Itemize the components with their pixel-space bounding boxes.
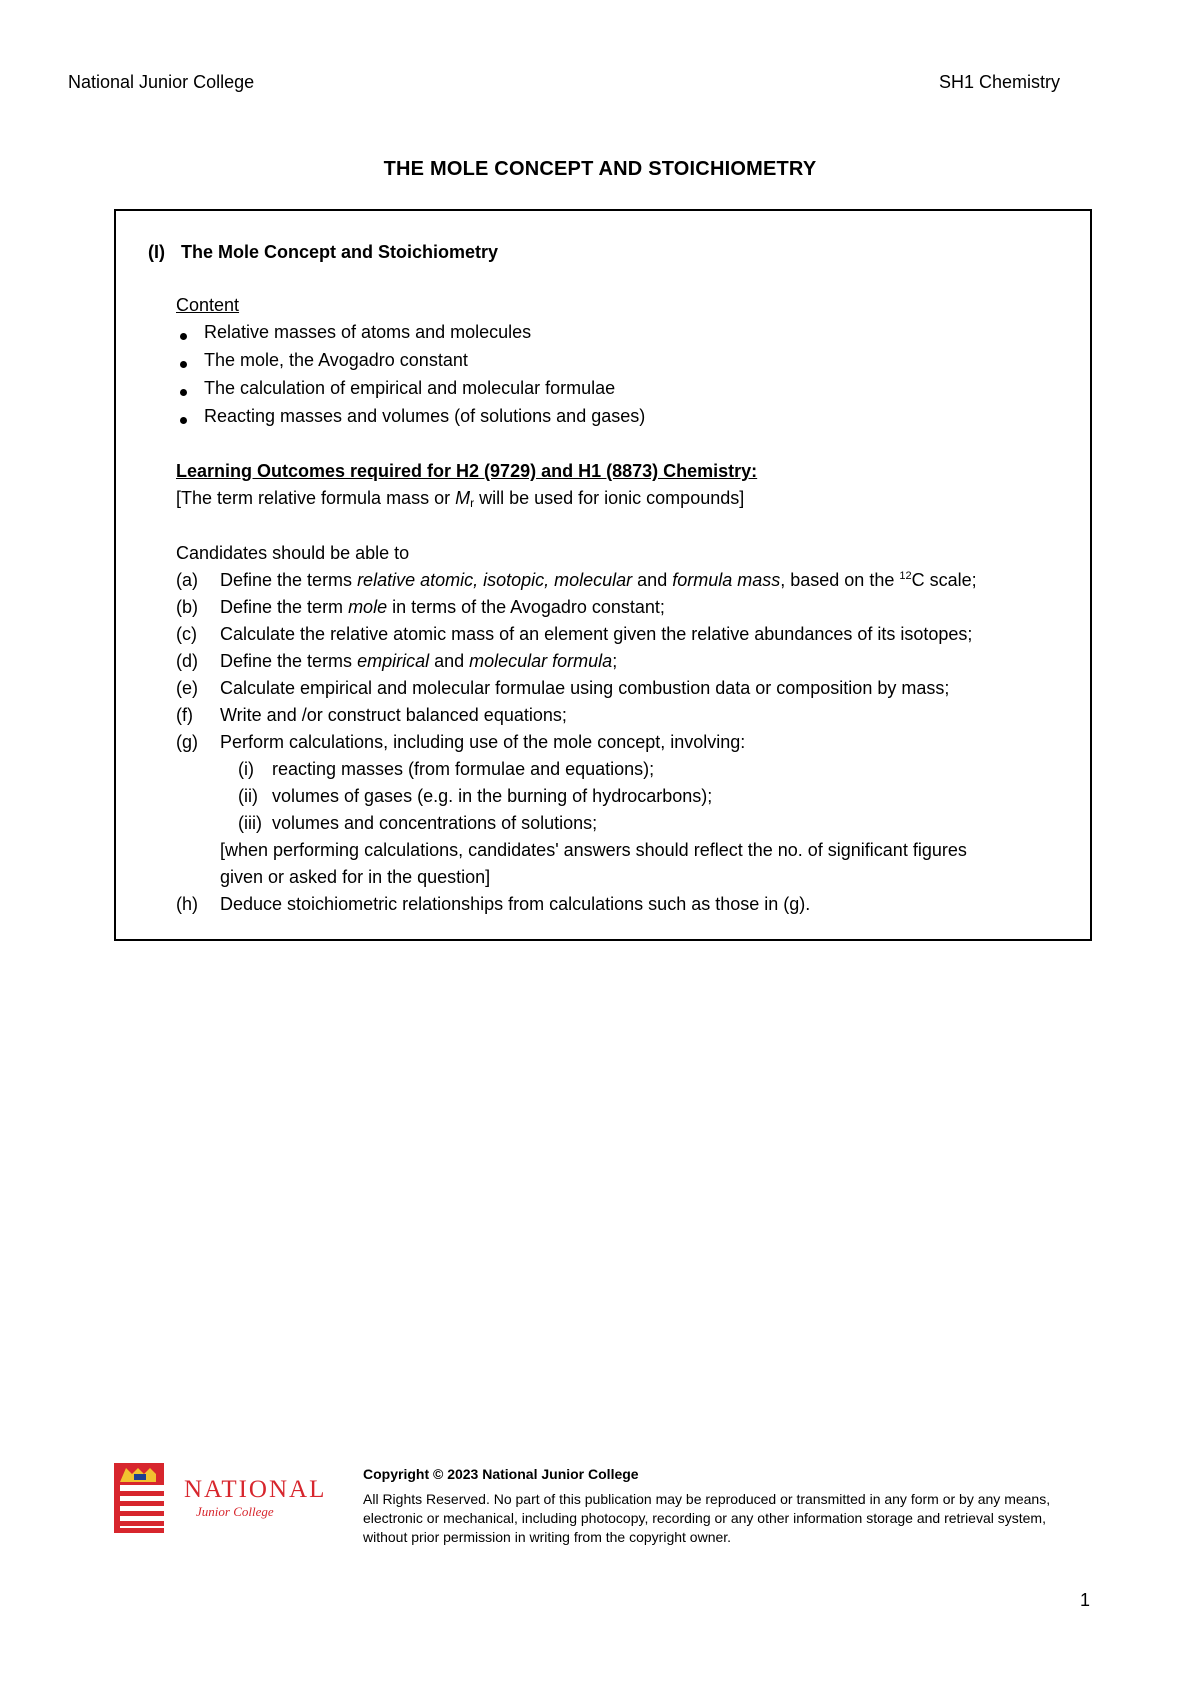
college-logo xyxy=(114,1463,334,1538)
section-number: (I) xyxy=(148,242,165,262)
logo-text-sub: Junior College xyxy=(196,1504,274,1519)
copyright-body: All Rights Reserved. No part of this publication may be reproduced or transmitted in any form or by any means, electronic or mechanical, including photocopy, recording or any other information storage and retrieval system, without prior permission in writing from the copyright owner. xyxy=(363,1491,1051,1545)
subitem-text: volumes of gases (e.g. in the burning of hydrocarbons); xyxy=(272,786,713,806)
outcome-label: (g) xyxy=(176,732,198,752)
outcome-label: (b) xyxy=(176,597,198,617)
national-junior-college-logo-icon xyxy=(114,1463,334,1533)
sig-fig-note-line1: [when performing calculations, candidates' answers should reflect the no. of significant figures xyxy=(220,840,967,860)
content-item-text: Reacting masses and volumes (of solutions and gases) xyxy=(204,406,646,426)
note-text: will be used for ionic compounds] xyxy=(474,488,745,508)
sig-fig-note-line2: given or asked for in the question] xyxy=(220,867,491,887)
outcome-label: (e) xyxy=(176,678,198,698)
outcome-text: Deduce stoichiometric relationships from calculations such as those in (g). xyxy=(220,894,811,914)
syllabus-box xyxy=(114,209,1092,941)
outcome-label: (h) xyxy=(176,894,198,914)
section-heading xyxy=(148,239,498,266)
mr-subscript: r xyxy=(470,496,475,510)
section-title: The Mole Concept and Stoichiometry xyxy=(181,242,499,262)
candidates-intro: Candidates should be able to xyxy=(176,543,410,563)
mr-symbol: M xyxy=(455,488,471,508)
learning-outcomes-note xyxy=(176,485,744,512)
outcome-text: Define the terms relative atomic, isotopic, molecular and formula mass, based on the $^{12}$C scale; xyxy=(220,570,977,590)
subitem-text: volumes and concentrations of solutions; xyxy=(272,813,598,833)
bullet-icon xyxy=(180,333,187,340)
outcome-label: (d) xyxy=(176,651,198,671)
outcome-label: (a) xyxy=(176,570,198,590)
content-item-text: The calculation of empirical and molecular formulae xyxy=(204,378,616,398)
logo-text-main: NATIONAL xyxy=(184,1476,327,1503)
outcome-text: Define the terms empirical and molecular formula; xyxy=(220,651,618,671)
outcome-text: Calculate the relative atomic mass of an element given the relative abundances of its isotopes; xyxy=(220,624,973,644)
content-item-text: The mole, the Avogadro constant xyxy=(204,350,468,370)
bullet-icon xyxy=(180,389,187,396)
subitem-label: (ii) xyxy=(238,786,258,806)
outcome-label: (f) xyxy=(176,705,193,725)
learning-outcomes-heading: Learning Outcomes required for H2 (9729) and H1 (8873) Chemistry: xyxy=(176,461,758,481)
content-heading: Content xyxy=(176,295,240,315)
note-text: [The term relative formula mass or xyxy=(176,488,456,508)
header-school-name: National Junior College xyxy=(68,72,255,92)
page-title: THE MOLE CONCEPT AND STOICHIOMETRY xyxy=(383,158,817,180)
outcome-text: Write and /or construct balanced equations; xyxy=(220,705,567,725)
outcome-text: Perform calculations, including use of the mole concept, involving: xyxy=(220,732,746,752)
page-number: 1 xyxy=(1079,1590,1090,1610)
subitem-text: reacting masses (from formulae and equations); xyxy=(272,759,655,779)
header-subject: SH1 Chemistry xyxy=(938,72,1060,92)
content-item-text: Relative masses of atoms and molecules xyxy=(204,322,532,342)
outcome-text: Define the term mole in terms of the Avogadro constant; xyxy=(220,597,665,617)
subitem-label: (i) xyxy=(238,759,254,779)
subitem-label: (iii) xyxy=(238,813,262,833)
bullet-icon xyxy=(180,417,187,424)
bullet-icon xyxy=(180,361,187,368)
outcome-label: (c) xyxy=(176,624,197,644)
copyright-title: Copyright © 2023 National Junior College xyxy=(363,1466,639,1482)
outcome-text: Calculate empirical and molecular formulae using combustion data or composition by mass; xyxy=(220,678,950,698)
